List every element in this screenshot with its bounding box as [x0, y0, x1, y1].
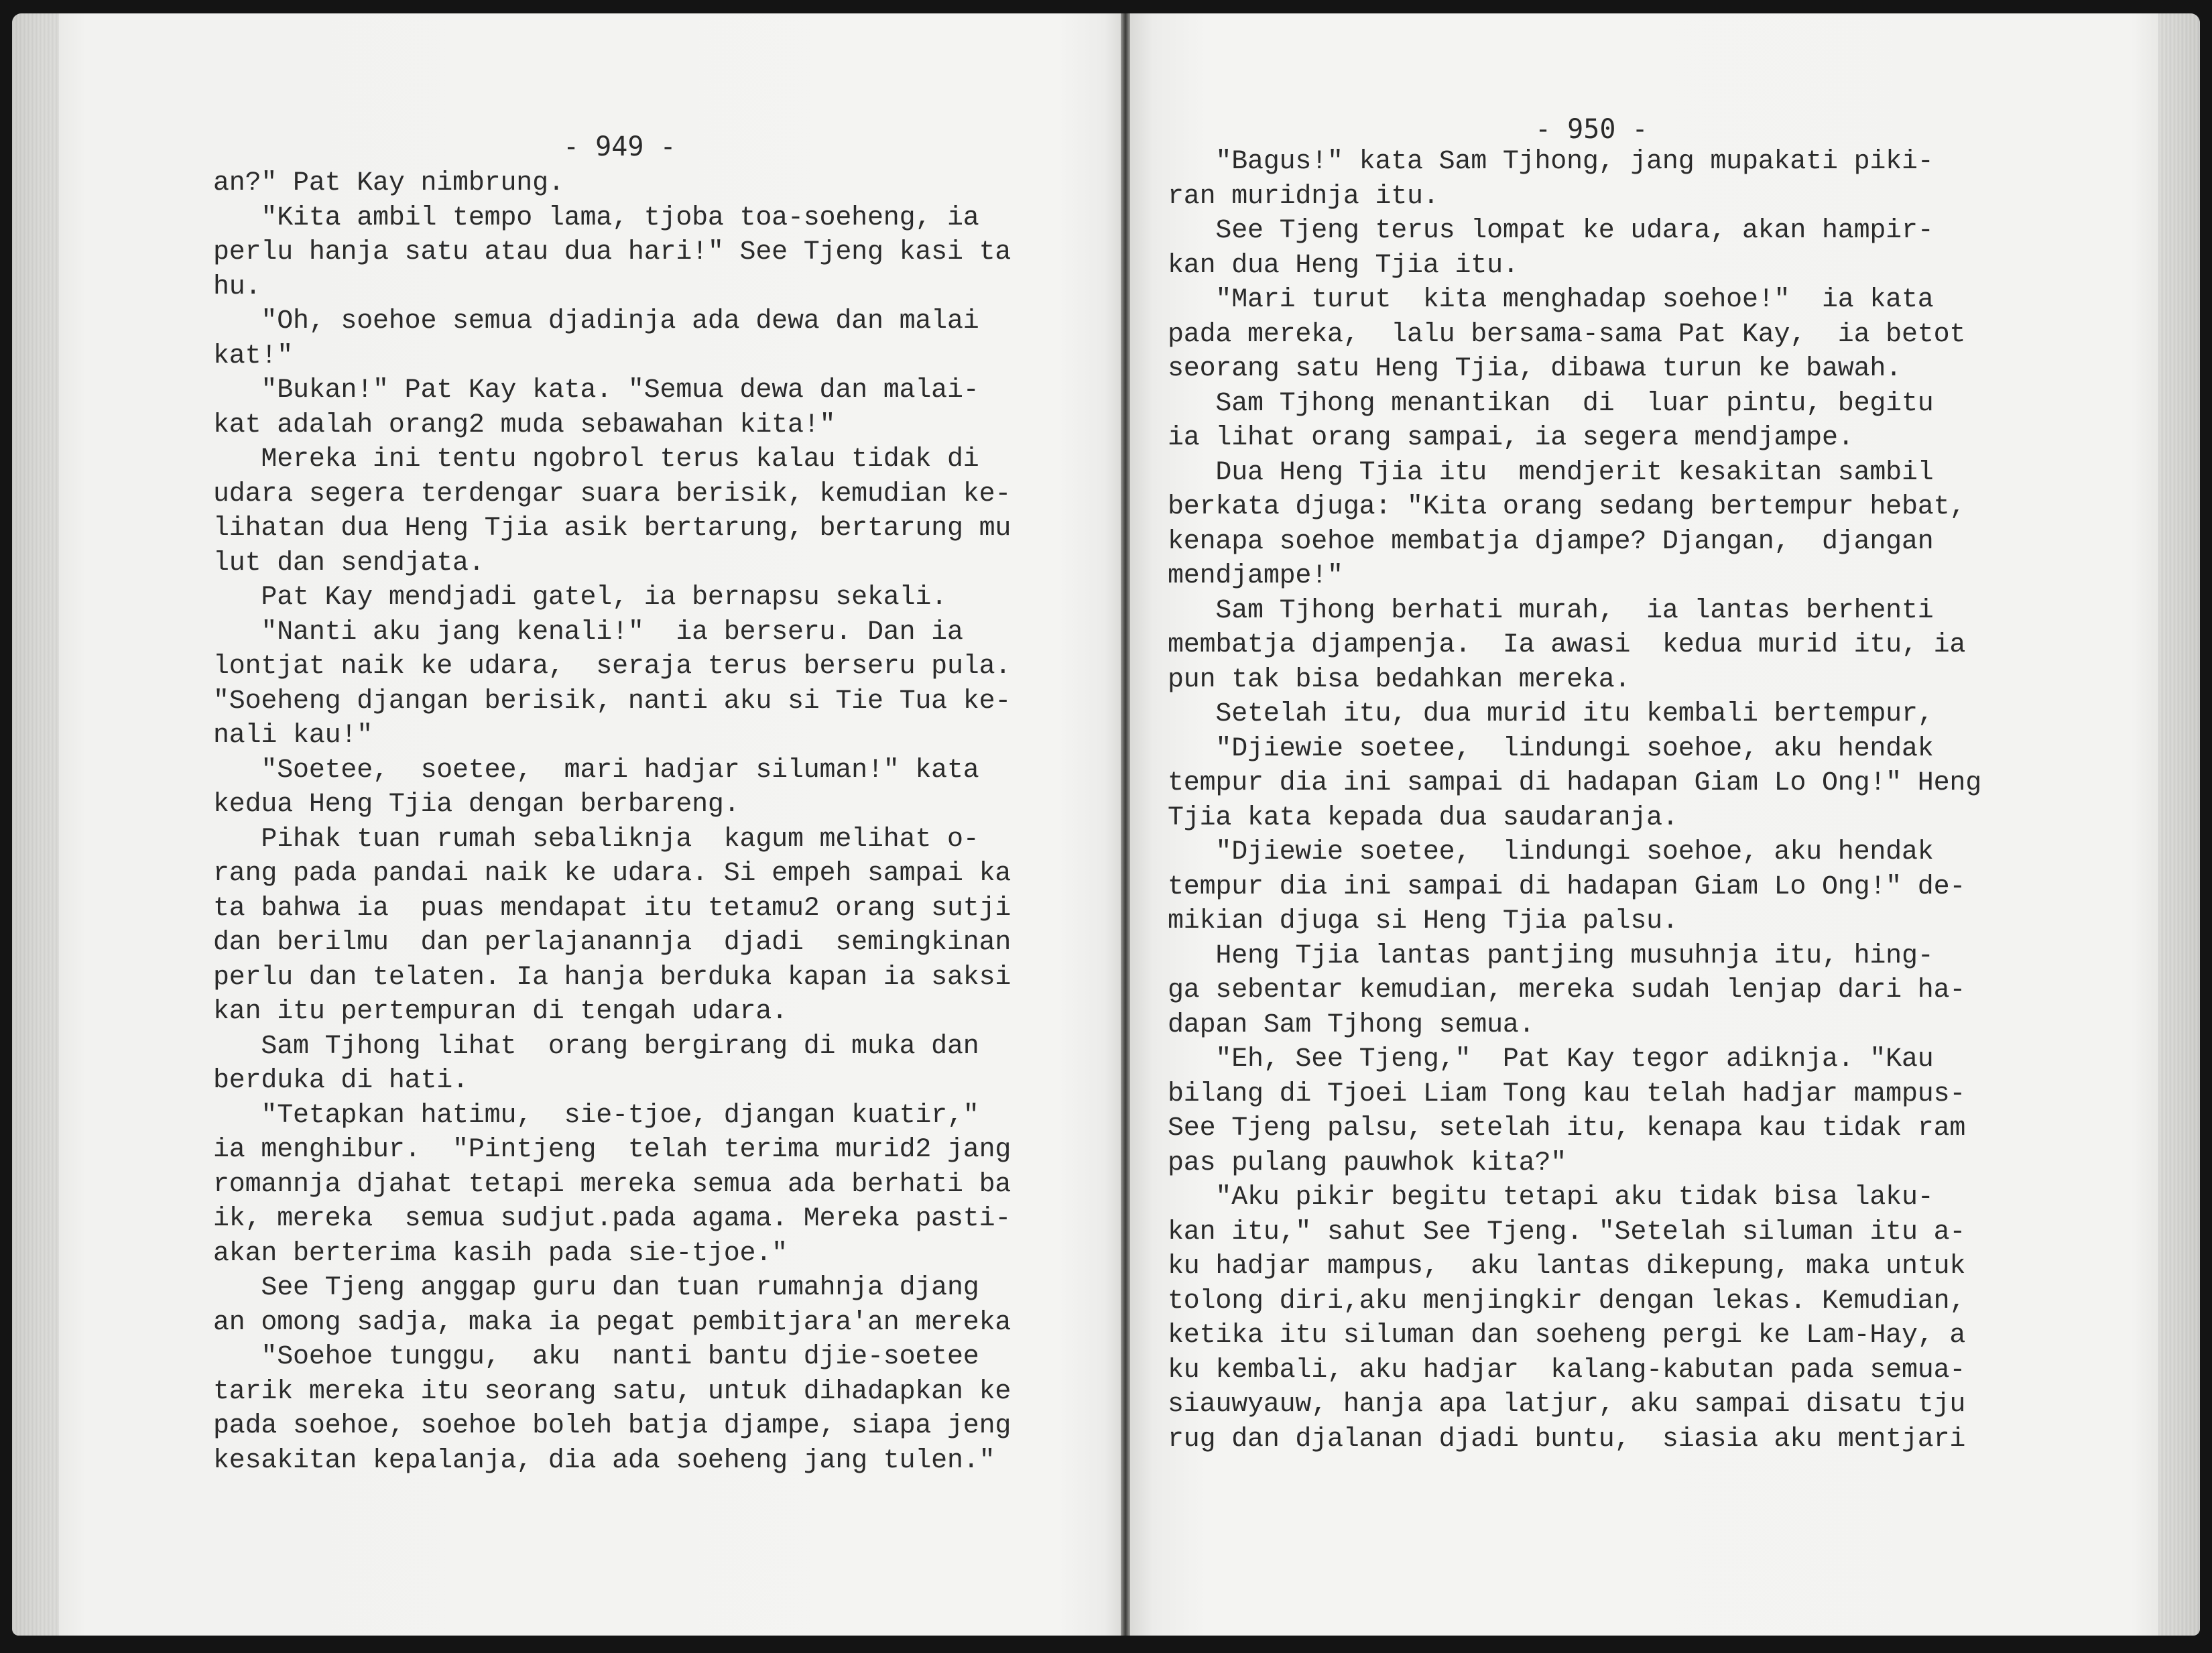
text-line: See Tjeng terus lompat ke udara, akan hampir-	[1168, 216, 1934, 246]
text-line: Heng Tjia lantas pantjing musuhnja itu, hing-	[1168, 940, 1934, 971]
text-line: See Tjeng palsu, setelah itu, kenapa kau tidak ram	[1168, 1113, 1966, 1144]
text-line: Setelah itu, dua murid itu kembali bertempur,	[1168, 699, 1934, 729]
right-page-number: - 950 -	[1535, 114, 1648, 145]
text-line: pas pulang pauwhok kita?"	[1168, 1148, 1567, 1178]
text-line: pun tak bisa bedahkan mereka.	[1168, 664, 1631, 695]
text-line: Tjia kata kepada dua saudaranja.	[1168, 802, 1678, 833]
text-line: kan itu pertempuran di tengah udara.	[213, 997, 788, 1027]
text-line: "Aku pikir begitu tetapi aku tidak bisa laku-	[1168, 1182, 1934, 1213]
right-page-edge	[2158, 13, 2200, 1636]
text-line: "Mari turut kita menghadap soehoe!" ia kata	[1168, 285, 1934, 315]
text-line: akan berterima kasih pada sie-tjoe."	[213, 1238, 788, 1269]
text-line: rug dan djalanan djadi buntu, siasia aku mentjari	[1168, 1424, 1966, 1455]
left-page-edge	[12, 13, 59, 1636]
text-line: "Kita ambil tempo lama, tjoba toa-soeheng, ia	[213, 202, 979, 233]
text-line: kenapa soehoe membatja djampe? Djangan, djangan	[1168, 526, 1934, 557]
text-line: berkata djuga: "Kita orang sedang bertempur hebat,	[1168, 492, 1966, 522]
text-line: "Djiewie soetee, lindungi soehoe, aku hendak	[1168, 733, 1934, 764]
text-line: kesakitan kepalanja, dia ada soeheng jang tulen."	[213, 1445, 995, 1476]
text-line: lihatan dua Heng Tjia asik bertarung, bertarung mu	[213, 513, 1011, 544]
text-line: udara segera terdengar suara berisik, kemudian ke-	[213, 479, 1011, 509]
text-line: ga sebentar kemudian, mereka sudah lenjap dari ha-	[1168, 975, 1966, 1005]
text-line: "Soehoe tunggu, aku nanti bantu djie-soetee	[213, 1342, 979, 1372]
text-line: kan dua Heng Tjia itu.	[1168, 250, 1519, 281]
text-line: membatja djampenja. Ia awasi kedua murid itu, ia	[1168, 630, 1966, 660]
text-line: bilang di Tjoei Liam Tong kau telah hadjar mampus-	[1168, 1079, 1966, 1109]
text-line: tolong diri,aku menjingkir dengan lekas. Kemudian,	[1168, 1286, 1966, 1317]
text-line: kan itu," sahut See Tjeng. "Setelah siluman itu a-	[1168, 1217, 1966, 1247]
text-line: dapan Sam Tjhong semua.	[1168, 1009, 1535, 1040]
text-line: "Oh, soehoe semua djadinja ada dewa dan malai	[213, 306, 979, 336]
text-line: Mereka ini tentu ngobrol terus kalau tidak di	[213, 444, 979, 475]
text-line: "Bukan!" Pat Kay kata. "Semua dewa dan malai-	[213, 375, 979, 406]
left-page-number: - 949 -	[563, 131, 676, 162]
text-line: an?" Pat Kay nimbrung.	[213, 168, 564, 198]
text-line: lontjat naik ke udara, seraja terus berseru pula.	[213, 652, 1011, 682]
text-line: tempur dia ini sampai di hadapan Giam Lo Ong!" Heng	[1168, 768, 1981, 798]
text-line: nali kau!"	[213, 721, 373, 751]
text-line: Sam Tjhong berhati murah, ia lantas berhenti	[1168, 595, 1934, 626]
text-line: Pihak tuan rumah sebaliknja kagum melihat o-	[213, 824, 979, 855]
text-line: seorang satu Heng Tjia, dibawa turun ke bawah.	[1168, 354, 1902, 384]
text-line: "Eh, See Tjeng," Pat Kay tegor adiknja. "Kau	[1168, 1044, 1934, 1075]
text-line: hu.	[213, 271, 261, 302]
text-line: ik, mereka semua sudjut.pada agama. Mereka pasti-	[213, 1204, 1011, 1234]
book-gutter	[1121, 13, 1130, 1636]
text-line: mikian djuga si Heng Tjia palsu.	[1168, 906, 1678, 936]
left-page-text	[213, 166, 1111, 1478]
text-line: Dua Heng Tjia itu mendjerit kesakitan sambil	[1168, 457, 1934, 488]
text-line: "Soeheng djangan berisik, nanti aku si Tie Tua ke-	[213, 686, 1011, 717]
text-line: "Nanti aku jang kenali!" ia berseru. Dan ia	[213, 617, 963, 648]
text-line: rang pada pandai naik ke udara. Si empeh sampai ka	[213, 859, 1011, 889]
text-line: kedua Heng Tjia dengan berbareng.	[213, 790, 740, 820]
text-line: ketika itu siluman dan soeheng pergi ke Lam-Hay, a	[1168, 1321, 1966, 1351]
text-line: kat adalah orang2 muda sebawahan kita!"	[213, 410, 836, 440]
text-line: ran muridnja itu.	[1168, 181, 1439, 212]
text-line: Pat Kay mendjadi gatel, ia bernapsu sekali.	[213, 583, 947, 613]
text-line: lut dan sendjata.	[213, 548, 485, 578]
text-line: ku hadjar mampus, aku lantas dikepung, maka untuk	[1168, 1251, 1966, 1282]
text-line: romannja djahat tetapi mereka semua ada berhati ba	[213, 1169, 1011, 1200]
text-line: "Bagus!" kata Sam Tjhong, jang mupakati piki-	[1168, 147, 1934, 177]
text-line: perlu dan telaten. Ia hanja berduka kapan ia saksi	[213, 962, 1011, 993]
text-line: perlu hanja satu atau dua hari!" See Tjeng kasi ta	[213, 237, 1011, 267]
text-line: pada mereka, lalu bersama-sama Pat Kay, ia betot	[1168, 319, 1966, 350]
text-line: an omong sadja, maka ia pegat pembitjara'an mereka	[213, 1307, 1011, 1338]
text-line: tarik mereka itu seorang satu, untuk dihadapkan ke	[213, 1376, 1011, 1407]
text-line: berduka di hati.	[213, 1066, 469, 1096]
text-line: ta bahwa ia puas mendapat itu tetamu2 orang sutji	[213, 893, 1011, 924]
text-line: Sam Tjhong menantikan di luar pintu, begitu	[1168, 388, 1934, 419]
text-line: siauwyauw, hanja apa latjur, aku sampai disatu tju	[1168, 1390, 1966, 1420]
text-line: See Tjeng anggap guru dan tuan rumahnja djang	[213, 1273, 979, 1303]
text-line: kat!"	[213, 341, 294, 371]
text-line: Sam Tjhong lihat orang bergirang di muka dan	[213, 1031, 979, 1062]
text-line: ia lihat orang sampai, ia segera mendjampe.	[1168, 423, 1854, 453]
text-line: pada soehoe, soehoe boleh batja djampe, siapa jeng	[213, 1411, 1011, 1441]
right-page-text	[1168, 145, 2066, 1457]
text-line: ia menghibur. "Pintjeng telah terima murid2 jang	[213, 1135, 1011, 1165]
text-line: "Tetapkan hatimu, sie-tjoe, djangan kuatir,"	[213, 1100, 979, 1131]
text-line: ku kembali, aku hadjar kalang-kabutan pada semua-	[1168, 1355, 1966, 1386]
text-line: tempur dia ini sampai di hadapan Giam Lo Ong!" de-	[1168, 871, 1966, 902]
text-line: "Djiewie soetee, lindungi soehoe, aku hendak	[1168, 837, 1934, 867]
text-line: "Soetee, soetee, mari hadjar siluman!" kata	[213, 755, 979, 786]
text-line: mendjampe!"	[1168, 561, 1343, 591]
text-line: dan berilmu dan perlajanannja djadi semingkinan	[213, 928, 1011, 958]
